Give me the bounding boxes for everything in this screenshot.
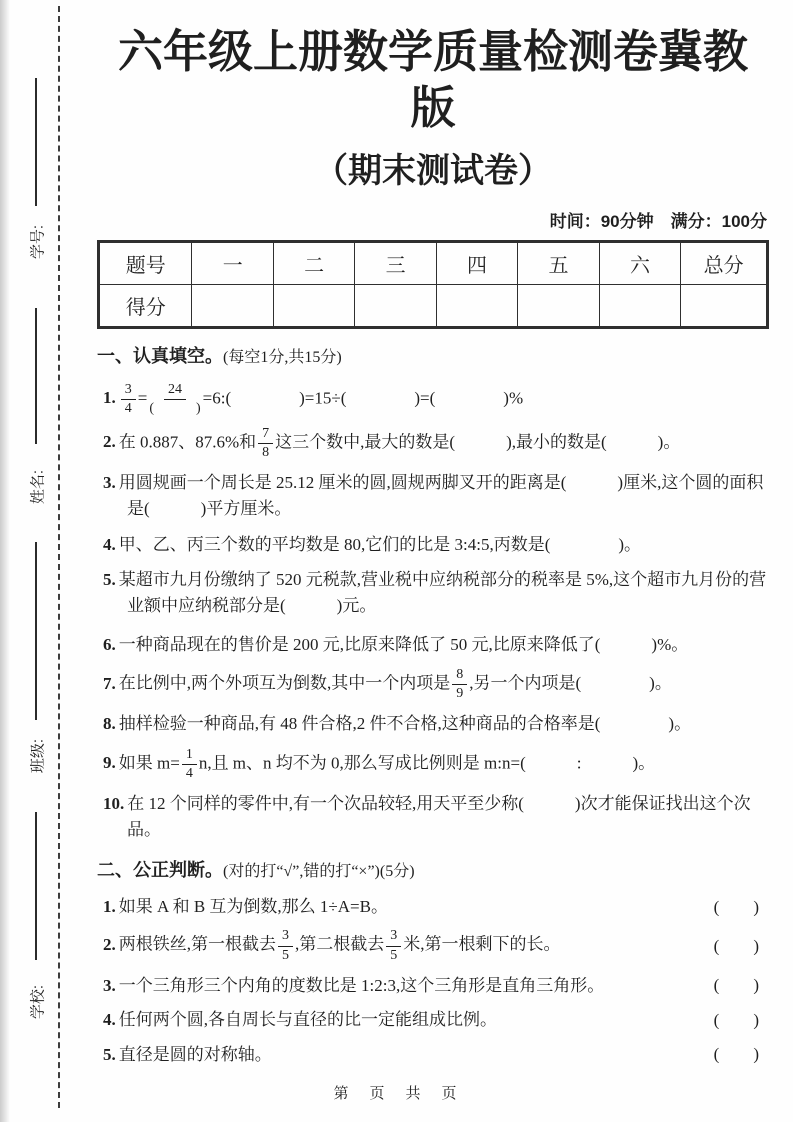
question-3-number: 3. bbox=[103, 473, 116, 493]
section1-note: (每空1分,共15分) bbox=[223, 349, 342, 367]
score-cell-empty bbox=[436, 285, 517, 328]
score-table-score-row bbox=[99, 285, 768, 328]
question-7-text-post: ,另一个内项是( )。 bbox=[469, 673, 672, 693]
fraction-3-5: $\frac{3}{5}$ bbox=[278, 928, 293, 963]
question-10-text: 在 12 个同样的零件中,有一个次品较轻,用天平至少称( )次才能保证找出这个次品。 bbox=[127, 793, 751, 840]
judgment-2-text-pre: 两根铁丝,第一根截去 bbox=[118, 934, 276, 954]
judgment-3-number: 3. bbox=[103, 975, 116, 995]
judgment-2-text-post: 米,第一根剩下的长。 bbox=[403, 934, 561, 954]
score-table bbox=[97, 240, 769, 329]
section1-heading bbox=[97, 344, 769, 369]
student-name-label: 姓名: bbox=[29, 469, 47, 505]
question-7 bbox=[97, 667, 769, 702]
question-10 bbox=[97, 791, 769, 844]
question-8-text: 抽样检验一种商品,有 48 件合格,2 件不合格,这种商品的合格率是( )。 bbox=[118, 714, 692, 734]
score-table-cell-3: 三 bbox=[355, 242, 436, 285]
time-info: 时间：90分钟 满分：100分 bbox=[549, 212, 767, 232]
question-6-number: 6. bbox=[103, 634, 116, 654]
school-blank-line bbox=[35, 812, 37, 960]
judgment-5-text: 直径是圆的对称轴。 bbox=[118, 1044, 272, 1064]
judgment-1-text: 如果 A 和 B 互为倒数,那么 1÷A=B。 bbox=[118, 896, 388, 916]
question-8 bbox=[97, 711, 769, 737]
class-label: 班级: bbox=[29, 738, 47, 774]
question-9-text-post: n,且 m、n 均不为 0,那么写成比例则是 m:n=( : )。 bbox=[198, 753, 656, 773]
fraction-3-4: $\frac{3}{4}$ bbox=[121, 382, 136, 417]
page-footer: 第 页 共 页 bbox=[333, 1085, 460, 1102]
section2-heading bbox=[97, 858, 769, 883]
exam-subtitle: （期末测试卷） bbox=[314, 151, 552, 190]
section2-title: 二、公正判断。 bbox=[97, 859, 223, 880]
score-cell-empty bbox=[192, 285, 273, 328]
question-1-text: =6:( )=15÷( )=( )% bbox=[202, 388, 524, 408]
judgment-4-number: 4. bbox=[103, 1010, 116, 1030]
fraction-7-8: $\frac{7}{8}$ bbox=[258, 426, 273, 461]
judgment-2-answer-bracket: ( ) bbox=[713, 936, 759, 956]
score-cell-empty bbox=[273, 285, 354, 328]
question-7-text-pre: 在比例中,两个外项互为倒数,其中一个内项是 bbox=[118, 673, 451, 693]
judgment-5-answer-bracket: ( ) bbox=[713, 1044, 759, 1064]
question-1 bbox=[97, 382, 769, 417]
question-4-text: 甲、乙、丙三个数的平均数是 80,它们的比是 3:4:5,丙数是( )。 bbox=[118, 534, 642, 554]
question-5-number: 5. bbox=[103, 570, 116, 590]
question-2 bbox=[97, 426, 769, 461]
score-table-cell-1: 一 bbox=[192, 242, 273, 285]
question-2-text-post: 这三个数中,最大的数是( ),最小的数是( )。 bbox=[275, 432, 681, 452]
question-2-text-pre: 在 0.887、87.6%和 bbox=[118, 432, 257, 452]
question-1-equals: = bbox=[137, 388, 148, 408]
question-2-number: 2. bbox=[103, 432, 116, 452]
judgment-3 bbox=[97, 973, 769, 999]
score-cell-empty bbox=[355, 285, 436, 328]
score-table-cell-5: 五 bbox=[518, 242, 599, 285]
question-4-number: 4. bbox=[103, 534, 116, 554]
score-table-cell-2: 二 bbox=[273, 242, 354, 285]
question-7-number: 7. bbox=[103, 673, 116, 693]
judgment-1-number: 1. bbox=[103, 896, 116, 916]
question-3-text: 用圆规画一个周长是 25.12 厘米的圆,圆规两脚叉开的距离是( )厘米,这个圆的面积是( )平方厘米。 bbox=[118, 473, 764, 519]
student-number-label: 学号: bbox=[29, 224, 47, 260]
binding-dashed-line bbox=[58, 6, 60, 1108]
score-cell-empty bbox=[518, 285, 599, 328]
fraction-8-9: $\frac{8}{9}$ bbox=[452, 667, 467, 702]
question-9 bbox=[97, 747, 769, 782]
question-4 bbox=[97, 532, 769, 558]
page-title: 六年级上册数学质量检测卷冀教版 bbox=[117, 26, 748, 134]
score-cell-empty bbox=[681, 285, 768, 328]
question-1-number: 1. bbox=[103, 388, 116, 408]
question-3 bbox=[97, 470, 769, 523]
score-table-cell-4: 四 bbox=[436, 242, 517, 285]
question-10-number: 10. bbox=[103, 793, 125, 813]
judgment-2 bbox=[97, 928, 769, 963]
class-blank-line bbox=[35, 542, 37, 720]
scan-edge-shadow bbox=[0, 0, 10, 1122]
question-9-text-pre: 如果 m= bbox=[118, 753, 180, 773]
question-5-text: 某超市九月份缴纳了 520 元税款,营业税中应纳税部分的税率是 5%,这个超市九月份的营业额中应纳税部分是( )元。 bbox=[118, 570, 767, 616]
score-table-header-row bbox=[99, 242, 768, 285]
score-table-cell-6: 六 bbox=[599, 242, 680, 285]
judgment-3-answer-bracket: ( ) bbox=[713, 975, 759, 995]
question-6-text: 一种商品现在的售价是 200 元,比原来降低了 50 元,比原来降低了( )%。 bbox=[118, 634, 689, 654]
section2-note: (对的打“√”,错的打“×”)(5分) bbox=[223, 862, 415, 880]
judgment-2-number: 2. bbox=[103, 934, 116, 954]
judgment-5 bbox=[97, 1042, 769, 1068]
score-cell-empty bbox=[599, 285, 680, 328]
judgment-4-answer-bracket: ( ) bbox=[713, 1010, 759, 1030]
judgment-4-text: 任何两个圆,各自周长与直径的比一定能组成比例。 bbox=[118, 1010, 497, 1030]
score-row-label: 得分 bbox=[99, 285, 192, 328]
score-table-cell-total: 总分 bbox=[681, 242, 768, 285]
section1-title: 一、认真填空。 bbox=[97, 346, 223, 367]
question-8-number: 8. bbox=[103, 714, 116, 734]
judgment-1-answer-bracket: ( ) bbox=[713, 896, 759, 916]
score-table-cell-label: 题号 bbox=[99, 242, 192, 285]
student-number-blank-line bbox=[35, 78, 37, 206]
student-name-blank-line bbox=[35, 308, 37, 444]
exam-content bbox=[97, 24, 769, 1067]
fraction-3-5-meters: $\frac{3}{5}$ bbox=[386, 928, 401, 963]
question-6 bbox=[97, 632, 769, 658]
fraction-1-4: $\frac{1}{4}$ bbox=[182, 747, 197, 782]
judgment-2-text-mid: ,第二根截去 bbox=[295, 934, 385, 954]
judgment-1 bbox=[97, 894, 769, 920]
fraction-24-blank: $\frac{24}{( )}$ bbox=[149, 381, 201, 416]
school-label: 学校: bbox=[29, 984, 47, 1020]
judgment-4 bbox=[97, 1007, 769, 1033]
question-9-number: 9. bbox=[103, 753, 116, 773]
judgment-3-text: 一个三角形三个内角的度数比是 1:2:3,这个三角形是直角三角形。 bbox=[118, 975, 605, 995]
judgment-5-number: 5. bbox=[103, 1044, 116, 1064]
question-5 bbox=[97, 567, 769, 620]
